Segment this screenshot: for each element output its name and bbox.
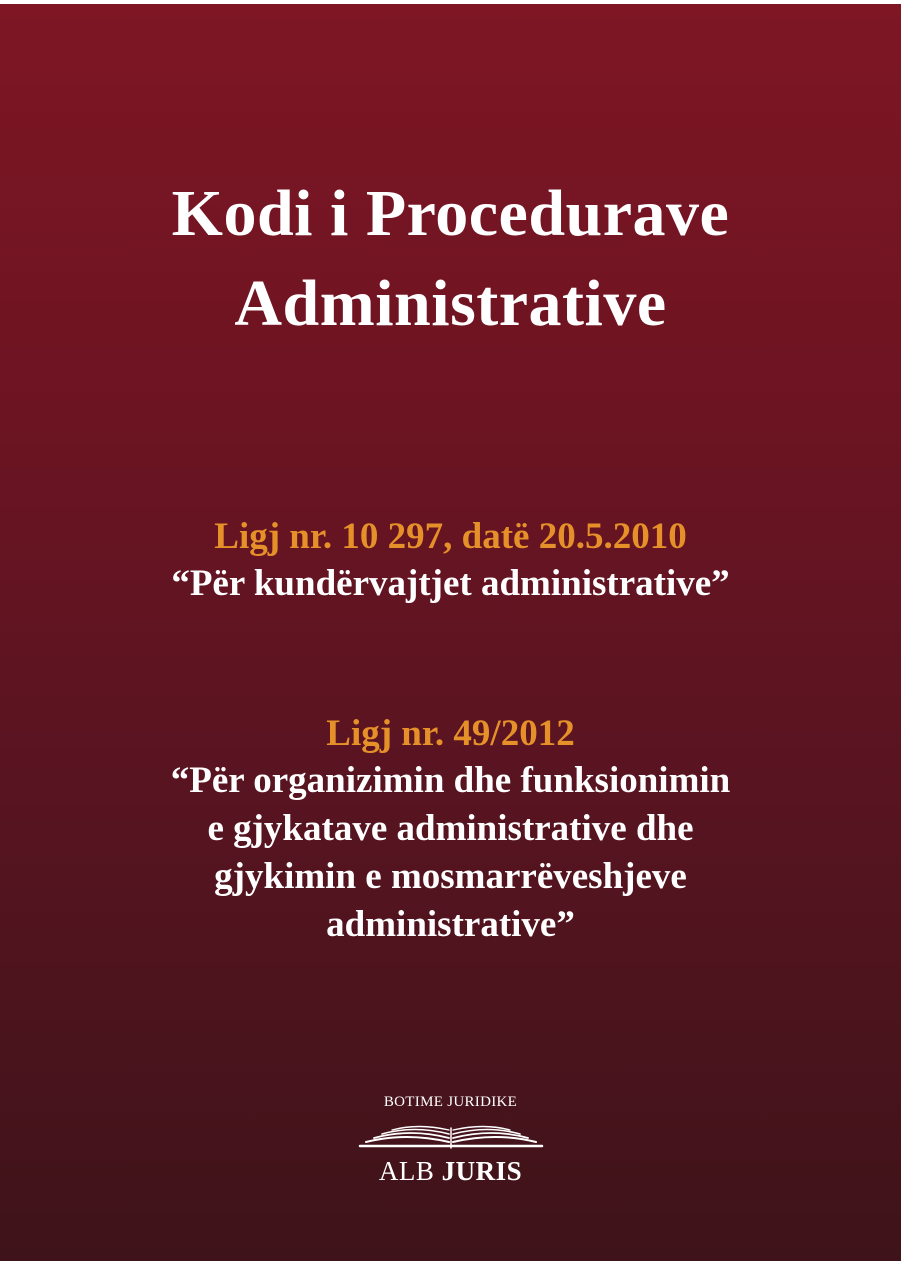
cover-title <box>0 169 901 349</box>
law-block-1 <box>0 514 901 608</box>
brand-alb: ALB <box>378 1156 435 1186</box>
law-name-line: “Për kundërvajtjet administrative” <box>171 563 730 604</box>
law-reference: Ligj nr. 49/2012 <box>326 713 575 754</box>
law-name <box>0 560 901 608</box>
publisher-logo <box>0 1092 901 1188</box>
law-name-line: gjykimin e mosmarrëveshjeve <box>214 856 687 897</box>
publisher-tagline: BOTIME JURIDIKE <box>383 1094 518 1110</box>
title-line-1: Kodi i Procedurave <box>171 177 730 250</box>
title-line-2: Administrative <box>234 267 667 340</box>
law-block-2 <box>0 711 901 949</box>
brand-juris: JURIS <box>441 1156 523 1186</box>
publisher-brand <box>0 1154 901 1188</box>
law-reference: Ligj nr. 10 297, datë 20.5.2010 <box>214 516 687 557</box>
open-book-icon <box>356 1120 546 1154</box>
law-name-line: administrative” <box>326 904 575 945</box>
law-name <box>0 757 901 949</box>
book-cover <box>0 4 901 1261</box>
law-name-line: “Për organizimin dhe funksionimin <box>170 760 731 801</box>
law-name-line: e gjykatave administrative dhe <box>207 808 694 849</box>
